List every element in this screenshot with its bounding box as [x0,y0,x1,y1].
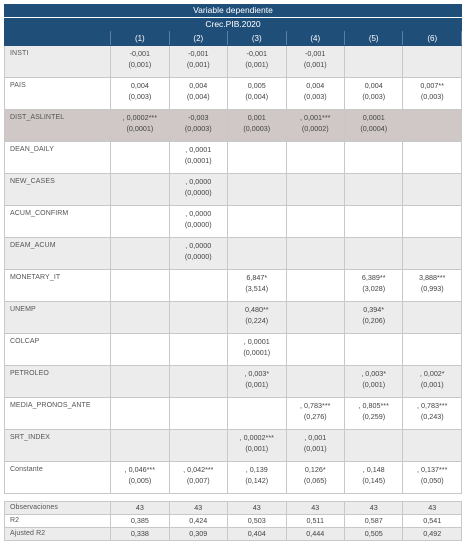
variable-name: DIST_ASLINTEL [5,110,111,142]
stat-value: 43 [286,502,344,515]
coefficient-cell [344,142,402,174]
coefficient-value: 6,847* [246,273,268,282]
standard-error: (0,001) [420,380,444,389]
coefficient-cell [286,462,344,494]
coefficient-value: 6,389** [361,273,386,282]
stat-value: 0,541 [403,515,462,528]
coefficient-value: , 0,783*** [417,401,448,410]
standard-error: (0,142) [245,476,269,485]
coefficient-cell [403,174,462,206]
coefficient-cell [111,46,169,78]
variable-name: SRT_INDEX [5,430,111,462]
column-header: (5) [344,32,402,46]
standard-error: (0,004) [186,92,210,101]
coefficient-value: , 0,0001 [243,337,270,346]
standard-error: (0,001) [362,380,386,389]
coefficient-cell [111,270,169,302]
coefficient-cell [111,398,169,430]
variable-name: ACUM_CONFIRM [5,206,111,238]
standard-error: (0,065) [303,476,327,485]
coefficient-value: -0,001 [188,49,209,58]
table-row [5,174,462,206]
coefficient-value: 0,394* [363,305,385,314]
standard-error: (0,145) [362,476,386,485]
table-row [5,110,462,142]
coefficient-cell [286,398,344,430]
variable-name: DEAN_DAILY [5,142,111,174]
coefficient-value: 0,001 [247,113,266,122]
column-header: (4) [286,32,344,46]
stat-value: 0,404 [228,528,286,541]
standard-error: (0,001) [303,60,327,69]
coefficient-cell [286,270,344,302]
coefficient-cell [169,78,227,110]
coefficient-value: 3,888*** [419,273,446,282]
column-header: (6) [403,32,462,46]
coefficient-cell [169,462,227,494]
coefficient-cell [286,46,344,78]
stat-value: 43 [111,502,169,515]
coefficient-cell [111,78,169,110]
standard-error: (0,224) [245,316,269,325]
coefficient-cell [169,270,227,302]
standard-error: (0,050) [420,476,444,485]
coefficient-value: , 0,003* [244,369,270,378]
coefficient-cell [228,142,286,174]
coefficient-cell [344,110,402,142]
variable-name: NEW_CASES [5,174,111,206]
coefficient-value: , 0,0000 [185,241,212,250]
variable-name: MEDIA_PRONOS_ANTE [5,398,111,430]
table-row [5,398,462,430]
coefficient-cell [169,430,227,462]
coefficient-cell [286,238,344,270]
coefficient-value: , 0,148 [362,465,385,474]
standard-error: (0,0002) [301,124,329,133]
coefficient-value: , 0,042*** [183,465,214,474]
coefficient-cell [169,46,227,78]
column-header: (2) [169,32,227,46]
coefficient-cell [169,334,227,366]
standard-error: (0,0003) [184,124,212,133]
coefficient-cell [403,462,462,494]
standard-error: (0,001) [128,60,152,69]
coefficient-value: 0,007** [420,81,445,90]
coefficient-cell [403,366,462,398]
standard-error: (0,259) [362,412,386,421]
regression-table [4,31,462,541]
coefficient-value: , 0,137*** [417,465,448,474]
table-subtitle: Crec.PIB.2020 [4,17,462,31]
stat-value: 0,492 [403,528,462,541]
coefficient-cell [111,462,169,494]
standard-error: (3,514) [245,284,269,293]
standard-error: (0,993) [420,284,444,293]
standard-error: (0,003) [420,92,444,101]
variable-name: DEAM_ACUM [5,238,111,270]
coefficient-cell [286,430,344,462]
coefficient-cell [403,430,462,462]
coefficient-cell [228,366,286,398]
coefficient-cell [403,46,462,78]
coefficient-cell [111,142,169,174]
coefficient-cell [286,366,344,398]
regression-table-container [4,4,462,541]
coefficient-cell [111,430,169,462]
coefficient-value: , 0,046*** [124,465,156,474]
coefficient-value: , 0,0000 [185,209,212,218]
coefficient-cell [344,174,402,206]
stat-value: 0,505 [344,528,402,541]
table-row [5,334,462,366]
coefficient-cell [403,398,462,430]
standard-error: (0,0004) [360,124,388,133]
coefficient-cell [286,142,344,174]
coefficient-cell [403,302,462,334]
coefficient-value: , 0,001*** [300,113,331,122]
stat-value: 0,385 [111,515,169,528]
coefficient-cell [169,238,227,270]
stat-row [5,502,462,515]
coefficient-cell [169,366,227,398]
spacer-cell [5,494,462,502]
stat-value: 43 [344,502,402,515]
coefficient-cell [344,302,402,334]
coefficient-cell [344,270,402,302]
coefficient-cell [228,334,286,366]
coefficient-cell [228,46,286,78]
coefficient-cell [228,302,286,334]
stat-value: 43 [228,502,286,515]
coefficient-cell [344,462,402,494]
standard-error: (0,001) [303,444,327,453]
table-row [5,46,462,78]
coefficient-value: , 0,0002*** [122,113,158,122]
stat-value: 0,444 [286,528,344,541]
table-row [5,206,462,238]
variable-name: UNEMP [5,302,111,334]
standard-error: (0,0001) [184,156,212,165]
coefficient-cell [228,206,286,238]
table-row [5,78,462,110]
coefficient-cell [286,78,344,110]
coefficient-cell [111,206,169,238]
coefficient-cell [111,302,169,334]
coefficient-cell [228,110,286,142]
standard-error: (0,003) [128,92,152,101]
stat-value: 0,511 [286,515,344,528]
coefficient-cell [344,430,402,462]
standard-error: (0,004) [245,92,269,101]
standard-error: (0,0001) [243,348,271,357]
coefficient-cell [169,174,227,206]
standard-error: (3,028) [362,284,386,293]
coefficient-value: 0,126* [304,465,326,474]
standard-error: (0,0000) [184,188,212,197]
coefficient-cell [169,110,227,142]
coefficient-cell [403,206,462,238]
coefficient-cell [111,366,169,398]
coefficient-cell [228,398,286,430]
coefficient-cell [403,110,462,142]
coefficient-value: 0,004 [130,81,149,90]
coefficient-value: -0,001 [129,49,151,58]
coefficient-cell [344,46,402,78]
table-row [5,462,462,494]
column-header-row [5,32,462,46]
coefficient-value: 0,0001 [362,113,385,122]
coefficient-cell [111,334,169,366]
coefficient-value: , 0,003* [361,369,387,378]
standard-error: (0,0000) [184,220,212,229]
coefficient-value: 0,004 [189,81,208,90]
coefficient-cell [403,270,462,302]
coefficient-cell [403,78,462,110]
column-header: (3) [228,32,286,46]
variable-name: INSTI [5,46,111,78]
stat-value: 43 [169,502,227,515]
coefficient-value: , 0,783*** [300,401,331,410]
standard-error: (0,005) [128,476,152,485]
stat-value: 0,424 [169,515,227,528]
table-row [5,238,462,270]
stat-name: Ajusted R2 [5,528,111,541]
coefficient-value: 0,005 [247,81,266,90]
coefficient-cell [344,366,402,398]
coefficient-cell [286,110,344,142]
coefficient-value: -0,003 [188,113,209,122]
standard-error: (0,001) [245,60,269,69]
coefficient-cell [286,302,344,334]
stat-value: 0,503 [228,515,286,528]
variable-name: MONETARY_IT [5,270,111,302]
table-title: Variable dependiente [4,4,462,17]
coefficient-cell [111,110,169,142]
table-row [5,430,462,462]
coefficient-value: , 0,0001 [185,145,212,154]
coefficient-value: , 0,0002*** [239,433,274,442]
standard-error: (0,001) [186,60,210,69]
stat-value: 0,338 [111,528,169,541]
stat-value: 0,587 [344,515,402,528]
coefficient-cell [228,174,286,206]
standard-error: (0,007) [186,476,210,485]
standard-error: (0,276) [303,412,327,421]
standard-error: (0,001) [245,444,269,453]
coefficient-value: , 0,0000 [185,177,212,186]
coefficient-cell [111,238,169,270]
standard-error: (0,001) [245,380,269,389]
coefficient-cell [344,398,402,430]
coefficient-cell [169,302,227,334]
coefficient-cell [286,174,344,206]
stat-value: 43 [403,502,462,515]
coefficient-cell [403,142,462,174]
stat-value: 0,309 [169,528,227,541]
coefficient-cell [344,238,402,270]
coefficient-cell [169,398,227,430]
coefficient-value: , 0,001 [304,433,327,442]
coefficient-value: , 0,139 [245,465,268,474]
stat-row [5,528,462,541]
standard-error: (0,003) [362,92,386,101]
variable-name: PAIS [5,78,111,110]
coefficient-cell [403,334,462,366]
coefficient-cell [228,78,286,110]
standard-error: (0,0001) [126,124,154,133]
standard-error: (0,0003) [243,124,271,133]
coefficient-cell [344,78,402,110]
coefficient-value: 0,004 [306,81,325,90]
coefficient-cell [286,206,344,238]
coefficient-value: 0,480** [244,305,269,314]
table-row [5,366,462,398]
standard-error: (0,243) [420,412,444,421]
coefficient-value: , 0,805*** [358,401,389,410]
coefficient-value: , 0,002* [419,369,445,378]
table-row [5,270,462,302]
stat-name: Observaciones [5,502,111,515]
coefficient-cell [169,142,227,174]
coefficient-cell [286,334,344,366]
variable-name: PETROLEO [5,366,111,398]
table-row [5,302,462,334]
coefficient-cell [111,174,169,206]
coefficient-cell [228,238,286,270]
table-row [5,142,462,174]
coefficient-cell [228,430,286,462]
coefficient-cell [403,238,462,270]
coefficient-cell [344,334,402,366]
coefficient-value: 0,004 [364,81,383,90]
standard-error: (0,0000) [184,252,212,261]
stat-name: R2 [5,515,111,528]
variable-name: COLCAP [5,334,111,366]
stat-row [5,515,462,528]
column-header: (1) [111,32,169,46]
coefficient-cell [228,462,286,494]
coefficient-cell [169,206,227,238]
variable-name: Constante [5,462,111,494]
table-spacer [5,494,462,502]
coefficient-value: -0,001 [305,49,326,58]
standard-error: (0,003) [303,92,327,101]
column-header-blank [5,32,111,46]
coefficient-value: -0,001 [246,49,267,58]
coefficient-cell [228,270,286,302]
standard-error: (0,206) [362,316,386,325]
coefficient-cell [344,206,402,238]
